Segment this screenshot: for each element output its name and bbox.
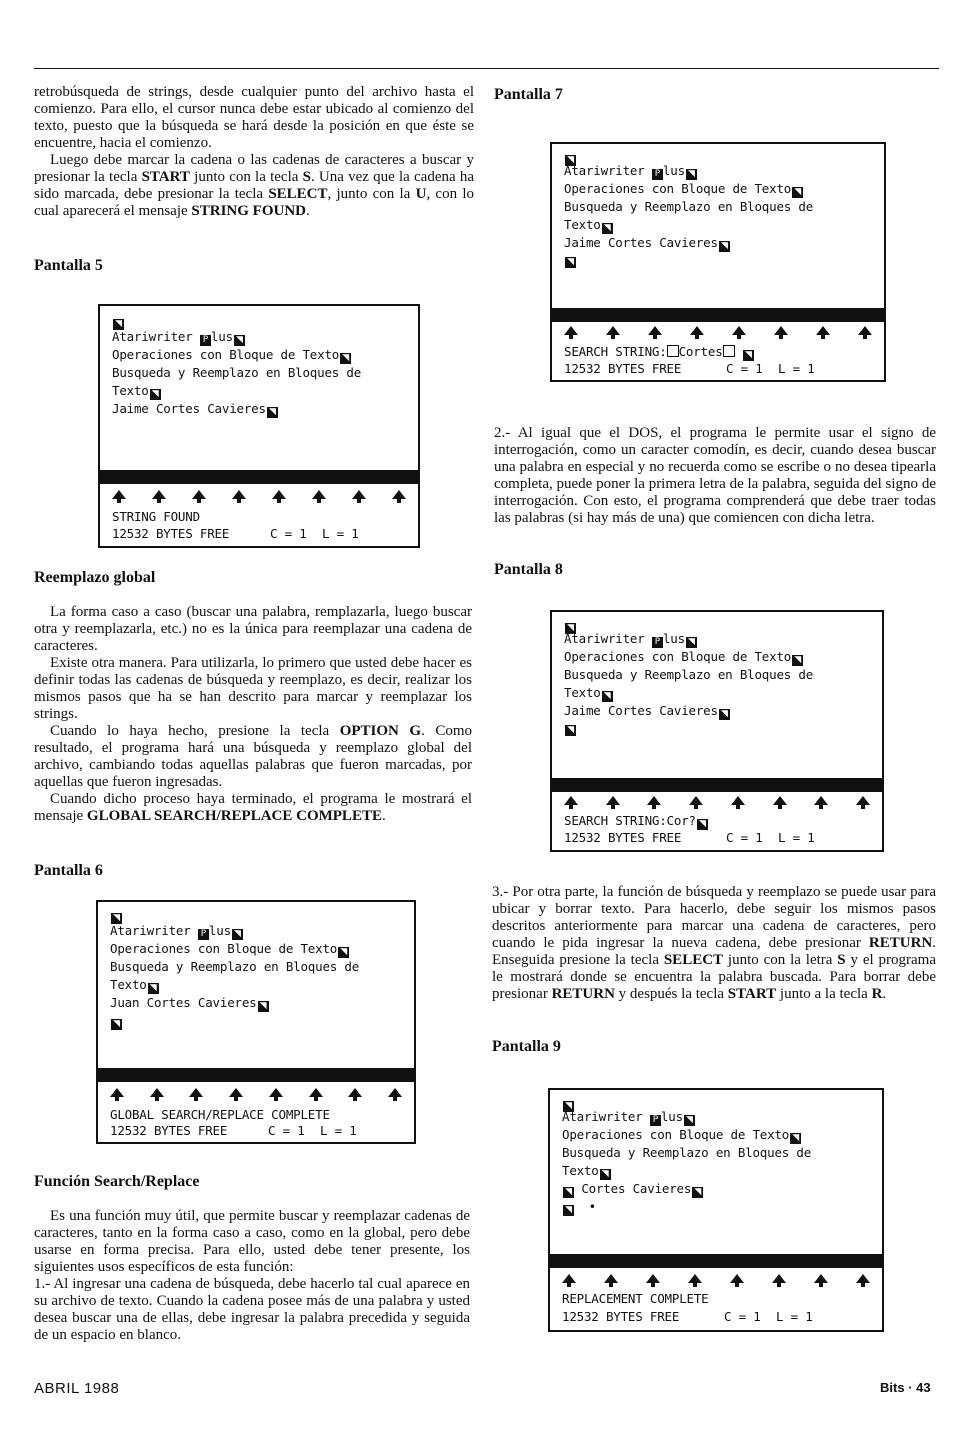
status-bar-divider (98, 1068, 414, 1082)
return-icon: ◥ (565, 155, 576, 166)
return-icon: ◥ (338, 947, 349, 958)
up-arrow-icon (816, 326, 830, 335)
up-arrow-icon (229, 1088, 243, 1097)
up-arrow-icon (856, 796, 870, 805)
paragraph: La forma caso a caso (buscar una palabra, remplazarla, luego buscar otra y reemplazarla, etc.) no es la única para reemplazar una cadena de caracteres. (34, 604, 472, 654)
status-message: STRING FOUND (112, 509, 200, 524)
up-arrow-icon (731, 796, 745, 805)
arrow-row (110, 1088, 402, 1097)
return-icon: ◥ (602, 691, 613, 702)
status-message: GLOBAL SEARCH/REPLACE COMPLETE (110, 1107, 330, 1122)
up-arrow-icon (110, 1088, 124, 1097)
status-bar-divider (550, 1254, 882, 1268)
return-icon: ◥ (792, 187, 803, 198)
return-icon: ◥ (563, 1187, 574, 1198)
return-icon: ◥ (600, 1169, 611, 1180)
up-arrow-icon (732, 326, 746, 335)
screen-8: ◥ Atariwriter P lus ◥ Operaciones con Bloque de Texto ◥ Busqueda y Reemplazo en Bloques de Texto ◥ Jaime Cortes Cavieres ◥ ◥ SEARCH STRING:Cor? ◥ 12532 BYTES FREE C = 1 L = 1 (550, 610, 884, 852)
up-arrow-icon (604, 1274, 618, 1283)
up-arrow-icon (312, 490, 326, 499)
return-icon: ◥ (565, 623, 576, 634)
return-icon: ◥ (790, 1133, 801, 1144)
up-arrow-icon (646, 1274, 660, 1283)
up-arrow-icon (648, 326, 662, 335)
up-arrow-icon (272, 490, 286, 499)
paragraph: Cuando lo haya hecho, presione la tecla OPTION G. Como resultado, el programa hará una búsqueda y reemplazo global del archivo, cambiando todas aquellas palabras que fueron marcadas, por aquellas que fueron ingresadas. (34, 723, 472, 790)
paragraph: Luego debe marcar la cadena o las cadenas de caracteres a buscar y presionar la tecla START junto con la tecla S. Una vez que la cadena ha sido marcada, debe presionar la tecla SELECT, junto con la U, con lo cual aparecerá el mensaje STRING FOUND. (34, 152, 475, 219)
up-arrow-icon (688, 1274, 702, 1283)
paragraph: Es una función muy útil, que permite buscar y reemplazar cadenas de caracteres, tanto en la forma caso a caso, como en la global, pero debe usarse en forma precisa. Para ello, usted debe tener presente, los siguientes usos específicos de esta función: (34, 1208, 470, 1275)
pantalla-5-caption: Pantalla 5 (34, 257, 103, 274)
arrow-row (564, 796, 870, 805)
screen-6: ◥ Atariwriter P lus ◥ Operaciones con Bloque de Texto ◥ Busqueda y Reemplazo en Bloques de Texto ◥ Juan Cortes Cavieres ◥ ◥ GLOBAL SEARCH/REPLACE COMPLETE 12532 BYTES FREE C = 1 L = 1 (96, 900, 416, 1144)
paragraph: Cuando dicho proceso haya terminado, el programa le mostrará el mensaje GLOBAL SEARCH/REPLACE COMPLETE. (34, 791, 472, 824)
up-arrow-icon (309, 1088, 323, 1097)
return-icon: ◥ (232, 929, 243, 940)
paragraph: 3.- Por otra parte, la función de búsqueda y reemplazo se puede usar para ubicar y borrar texto. Para hacerlo, debe seguir los mismos pasos descritos anteriormente para marcar una cadena de caracteres, pero cuando le pida ingresar la nueva cadena, debe presionar RETURN. Enseguida presione la tecla SELECT junto con la letra S y el programa le mostrará donde se encuentra la palabra buscada. Para borrar debe presionar RETURN y después la tecla START junto a la tecla R. (492, 884, 936, 1002)
paragraph: 1.- Al ingresar una cadena de búsqueda, debe hacerlo tal cual aparece en su archivo de texto. Cuando la cadena posee más de una palabra y usted desea buscar una de ellas, debe ingresar la palabra precedida y seguida de un espacio en blanco. (34, 1276, 470, 1343)
paragraph: retrobúsqueda de strings, desde cualquier punto del archivo hasta el comienzo. Para ello, el cursor nunca debe estar ubicado al comienzo del texto, puesto que la búsqueda se hará desde la posición en que éste se encuentre, hacia el comienzo. (34, 84, 474, 151)
up-arrow-icon (858, 326, 872, 335)
space-box-icon (723, 345, 735, 357)
reemplazo-global-text (34, 604, 472, 825)
status-message: SEARCH STRING: Cortes ◥ (564, 343, 754, 361)
pantalla-7-caption: Pantalla 7 (494, 86, 563, 103)
up-arrow-icon (690, 326, 704, 335)
up-arrow-icon (192, 490, 206, 499)
reemplazo-global-heading: Reemplazo global (34, 569, 156, 586)
right-text-3 (492, 884, 936, 1003)
return-icon: ◥ (234, 335, 245, 346)
left-intro-text (34, 84, 474, 220)
up-arrow-icon (564, 796, 578, 805)
up-arrow-icon (189, 1088, 203, 1097)
status-bar-divider (100, 470, 418, 484)
bytes-free: 12532 BYTES FREE (564, 830, 682, 845)
up-arrow-icon (564, 326, 578, 335)
p-icon: P (198, 929, 209, 940)
return-icon: ◥ (113, 319, 124, 330)
up-arrow-icon (352, 490, 366, 499)
return-icon: ◥ (267, 407, 278, 418)
screen-7: ◥ Atariwriter P lus ◥ Operaciones con Bloque de Texto ◥ Busqueda y Reemplazo en Bloques de Texto ◥ Jaime Cortes Cavieres ◥ ◥ SEARCH STRING: Cortes ◥ 12532 BYTES FREE C = 1 L = 1 (550, 142, 886, 382)
arrow-row (564, 326, 872, 335)
return-icon: ◥ (719, 709, 730, 720)
return-icon: ◥ (686, 169, 697, 180)
up-arrow-icon (814, 1274, 828, 1283)
up-arrow-icon (112, 490, 126, 499)
return-icon: ◥ (743, 350, 754, 361)
bytes-free: 12532 BYTES FREE (564, 361, 682, 376)
paragraph: Existe otra manera. Para utilizarla, lo primero que usted debe hacer es definir todas las cadenas de búsqueda y reemplazo, es decir, realizar los mismos pasos que ha se han descrito para marcar y reemplazar los strings. (34, 655, 472, 722)
up-arrow-icon (562, 1274, 576, 1283)
status-bar-divider (552, 308, 884, 322)
paragraph: 2.- Al igual que el DOS, el programa le permite usar el signo de interrogación, como un caracter comodín, es decir, cuando desea buscar una palabra en especial y no recuerda como se escribe o no desea tipearla completa, puede poner la primera letra de la palabra, seguida del signo de interrogación. Con esto, el programa comprenderá que debe traer todas las palabras (si hay más de una) que comiencen con dicha letra. (494, 425, 936, 526)
up-arrow-icon (772, 1274, 786, 1283)
up-arrow-icon (730, 1274, 744, 1283)
return-icon: ◥ (792, 655, 803, 666)
up-arrow-icon (388, 1088, 402, 1097)
return-icon: ◥ (692, 1187, 703, 1198)
status-message: SEARCH STRING:Cor? ◥ (564, 812, 708, 830)
return-icon: ◥ (684, 1115, 695, 1126)
up-arrow-icon (152, 490, 166, 499)
return-icon: ◥ (697, 819, 708, 830)
p-icon: P (652, 637, 663, 648)
status-message: REPLACEMENT COMPLETE (562, 1291, 709, 1306)
up-arrow-icon (606, 326, 620, 335)
up-arrow-icon (150, 1088, 164, 1097)
return-icon: ◥ (340, 353, 351, 364)
up-arrow-icon (856, 1274, 870, 1283)
up-arrow-icon (269, 1088, 283, 1097)
arrow-row (112, 490, 406, 499)
return-icon: ◥ (686, 637, 697, 648)
p-icon: P (650, 1115, 661, 1126)
up-arrow-icon (392, 490, 406, 499)
up-arrow-icon (606, 796, 620, 805)
return-icon: ◥ (111, 1019, 122, 1030)
p-icon: P (200, 335, 211, 346)
return-icon: ◥ (719, 241, 730, 252)
status-bar-divider (552, 778, 882, 792)
return-icon: ◥ (563, 1205, 574, 1216)
up-arrow-icon (774, 326, 788, 335)
footer-date: ABRIL 1988 (34, 1380, 120, 1397)
return-icon: ◥ (563, 1101, 574, 1112)
up-arrow-icon (814, 796, 828, 805)
up-arrow-icon (689, 796, 703, 805)
up-arrow-icon (232, 490, 246, 499)
p-icon: P (652, 169, 663, 180)
right-text-2 (494, 425, 936, 527)
return-icon: ◥ (111, 913, 122, 924)
return-icon: ◥ (565, 725, 576, 736)
up-arrow-icon (647, 796, 661, 805)
bytes-free: 12532 BYTES FREE (112, 526, 230, 541)
top-rule (34, 68, 939, 69)
pantalla-9-caption: Pantalla 9 (492, 1038, 561, 1055)
return-icon: ◥ (565, 257, 576, 268)
pantalla-8-caption: Pantalla 8 (494, 561, 563, 578)
bytes-free: 12532 BYTES FREE (110, 1123, 228, 1138)
up-arrow-icon (348, 1088, 362, 1097)
funcion-text (34, 1208, 470, 1344)
return-icon: ◥ (150, 389, 161, 400)
return-icon: ◥ (258, 1001, 269, 1012)
screen-5: ◥ Atariwriter P lus ◥ Operaciones con Bloque de Texto ◥ Busqueda y Reemplazo en Bloques de Texto ◥ Jaime Cortes Cavieres ◥ STRING FOUND 12532 BYTES FREE C = 1 L = 1 (98, 304, 420, 548)
return-icon: ◥ (148, 983, 159, 994)
space-box-icon (667, 345, 679, 357)
cursor: • (588, 1199, 596, 1214)
screen-9: ◥ Atariwriter P lus ◥ Operaciones con Bloque de Texto ◥ Busqueda y Reemplazo en Bloques de Texto ◥ ◥ Cortes Cavieres ◥ ◥ • REPLACEMENT COMPLETE 12532 BYTES FREE C = 1 L = 1 (548, 1088, 884, 1332)
pantalla-6-caption: Pantalla 6 (34, 862, 103, 879)
funcion-search-replace-heading: Función Search/Replace (34, 1173, 200, 1190)
footer-page-number: Bits · 43 (880, 1380, 931, 1395)
arrow-row (562, 1274, 870, 1283)
magazine-name: Bits (880, 1380, 905, 1395)
return-icon: ◥ (602, 223, 613, 234)
bytes-free: 12532 BYTES FREE (562, 1309, 680, 1324)
up-arrow-icon (773, 796, 787, 805)
